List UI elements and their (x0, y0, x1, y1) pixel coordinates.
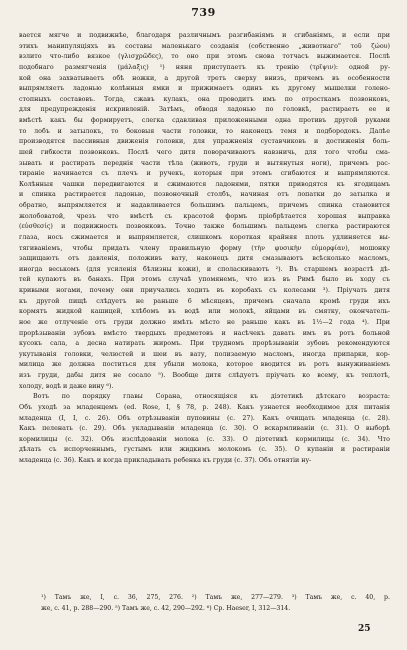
text-line: прорѣзываніи зубовъ вмѣсто твердыхъ предметовъ и насѣчекъ давать имъ въ ротъ больной (19, 329, 390, 337)
text-line: младенца (I, I, с. 26). Объ отрѣзываніи пуповины (с. 27). Какъ очищать младенца (с. 28). (19, 414, 390, 422)
text-line: производятся пассивныя движенія головки, для упражненія суставчиковъ и достиженія боль- (19, 138, 390, 146)
text-line: кусокъ сала, а десна натирать жиромъ. При трудномъ прорѣзываніи зубовъ рекомендуются (19, 340, 390, 348)
text-line: подобнаго размягченія (μάλαξις) ¹) няня приступаетъ къ тренію (τρῖψιν): одной ру- (19, 63, 390, 71)
text-line: Объ уходѣ за младенцемъ (ed. Rose, I, § 78, p. 248). Какъ узнается необходимое для питанія (19, 403, 390, 411)
text-line: дѣлать съ испорченнымъ, густымъ или жидкимъ молокомъ (с. 35). О купаніи и растираніи (19, 446, 390, 454)
text-line: тей купаютъ въ банахъ. При этомъ случаѣ упомянемъ, что изъ въ Римѣ было въ ходу съ (19, 276, 390, 284)
text-line: изъ груди, дабы дитя не сосало ⁵). Вообще дитя слѣдуетъ пріучать ко всему, къ теплотѣ, (19, 372, 390, 379)
text-line: выпрямляетъ ладонью колѣнныя ямки и прижимаетъ одинъ къ другому мышелки голено- (19, 85, 390, 93)
text-line: стопныхъ составовъ. Тогда, сжавъ кулакъ, она проводитъ имъ по отросткамъ позвонковъ, (19, 95, 390, 103)
text-line: кривыми ногами, почему они приучались ходить въ коробахъ съ колесами ³). Пріучать дитя (19, 287, 390, 294)
signature-mark: 25 (358, 624, 371, 634)
text-line: тягиваніемъ, чтобы придать члену правильную форму (τὴν φυσικὴν εὐμορφίαν), мошонку (19, 244, 390, 252)
text-line: укутыванія головки, челюстей и шеи въ вату, полизаемую масломъ, иногда припарки, кор- (19, 350, 390, 358)
text-line: вается мягче и подвижнѣе, благодаря различнымъ разгибаніямъ и сгибаніямъ, и если при (19, 32, 390, 39)
text-line: иногда веськомъ (для усиленія бѣлизны кожи), и споласкиваютъ ²). Въ старшемъ возрастѣ дѣ- (19, 265, 390, 273)
text-line: шей гибкости позвонковъ. Послѣ чего дитя поворачиваютъ навзничь, для того чтобы сма- (19, 148, 390, 156)
text-line: зывать и растирать переднія части тѣла (животъ, груди и вытянутыя ноги), причемъ рас- (19, 159, 390, 167)
text-line: Колѣнныя чашки передвигаются и сжимаются ладонями, пятки приводятся къ ягодицамъ (19, 180, 390, 188)
text-line: и спинка растирается ладонью, позвоночный столбъ, начиная отъ лопатки до затылка и (19, 191, 390, 199)
text-line: ное же отлученіе отъ груди должно имѣть мѣсто не раньше какъ въ 1½—2 года ⁴). При (19, 318, 390, 326)
footnote-line: же, с. 41, р. 288—290. ⁵) Тамъ же, с. 42, 290—292. ⁶) Ср. Haeser, I, 312—314. (41, 604, 291, 612)
text-line: обратно, выпрямляется и надавливается большимъ пальцемъ, причемъ спинка становится (19, 202, 390, 209)
text-line: кормилицы (с. 32). Объ изслѣдованіи молока (с. 33). О діэтетикѣ кормилицы (с. 34). Что (19, 435, 390, 443)
body-text (19, 31, 390, 467)
text-line: къ другой пищѣ слѣдуетъ не раньше 6 мѣсяцевъ, причемъ сначала кромѣ груди ихъ (19, 297, 390, 305)
footnotes (19, 593, 390, 614)
text-line: кормятъ жидкой кашицей, хлѣбомъ въ водѣ или молокѣ, яйцами въ смятку, окончатель- (19, 308, 390, 316)
text-line: холоду, водѣ и даже вину ⁶). (19, 382, 114, 390)
footnote-line: ¹) Тамъ же, I, с. 36, 275, 276. ²) Тамъ же, 277—279. ³) Тамъ же, с. 40, р. (41, 594, 390, 601)
text-line: для предупрежденія искривленій. Затѣмъ, обводя ладонью по головкѣ, растираетъ ее и (19, 106, 390, 114)
text-line: милица же должна поститься для убыли молока, которое вводится въ ротъ вынуживаніемъ (19, 361, 390, 369)
text-line: вмѣстѣ какъ бы формируетъ, слегка сдавливая приложенными одна противъ другой руками (19, 117, 390, 124)
page-number: 739 (191, 6, 216, 19)
text-line: Какъ пеленать (с. 29). Объ укладываніи младенца (с. 30). О вскармливаніи (с. 31). О выборѣ (19, 425, 390, 433)
text-line: младенца (с. 36). Какъ и когда прикладывать ребенка къ груди (с. 37). Объ отнятіи ну- (19, 457, 312, 464)
text-line: защищаютъ отъ давленія, положивъ вату, наконецъ дитя смазываютъ всѣсколько масломъ, (19, 255, 390, 263)
text-line: глаза, носъ сжимается и выпрямляется, слишкомъ короткая крайняя плоть удлиняется вы- (19, 233, 390, 241)
text-line: взлито что-либо вязкое (γλισχρῶδες), то оно при этомъ снова тотчасъ выжимается. Послѣ (19, 53, 390, 61)
text-line: (εὐσθεσίς) и подвижность позвонковъ. Точно также большимъ пальцемъ слегка растираются (19, 223, 390, 231)
text-line: этихъ манипуляціяхъ въ составы маленькаго созданія (собственно „животнаго" τοῦ ζώου) (19, 42, 390, 50)
text-line: жолобоватой, чрезъ что вмѣстѣ съ красотой формъ пріобрѣтается хорошая выправка (19, 212, 390, 220)
text-line: Вотъ по порядку главы Сорана, относящіяся къ діэтетикѣ дѣтскаго возраста: (33, 393, 390, 401)
text-line: кой она захватываетъ обѣ ножки, а другой третъ сверху внизъ, причемъ въ особенности (19, 74, 390, 82)
text-line: то лобъ и затылокъ, то боковыя части головки, то наконецъ темя и подбородокъ. Далѣе (19, 127, 390, 135)
text-line: тираніе начинается съ плечъ и ручекъ, которыя при этомъ сгибаются и выпрямляются. (19, 170, 390, 178)
